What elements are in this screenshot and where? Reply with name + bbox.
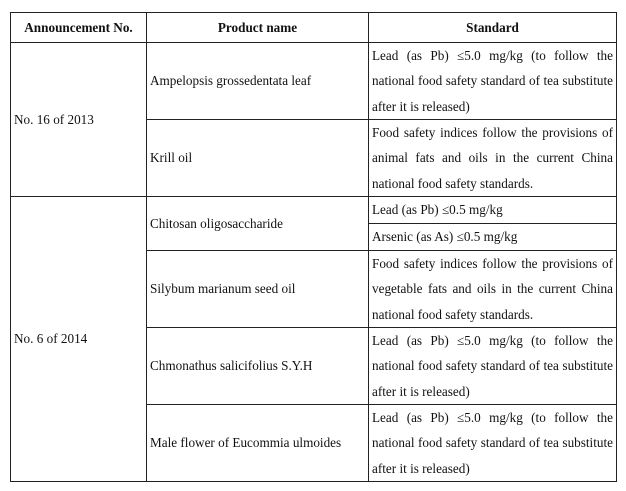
product-name-cell: Chmonathus salicifolius S.Y.H [147,328,369,405]
header-row [11,13,617,43]
table-row [11,43,617,120]
standard-cell: Lead (as Pb) ≤5.0 mg/kg (to follow the national food safety standard of tea substitute after it is released) [369,405,617,482]
product-name-cell: Male flower of Eucommia ulmoides [147,405,369,482]
header-standard: Standard [369,13,617,43]
product-name-cell: Krill oil [147,120,369,197]
table-row [11,197,617,224]
product-name-cell: Ampelopsis grossedentata leaf [147,43,369,120]
standard-cell: Arsenic (as As) ≤0.5 mg/kg [369,224,617,251]
standard-cell: Lead (as Pb) ≤5.0 mg/kg (to follow the national food safety standard of tea substitute after it is released) [369,328,617,405]
standard-cell: Food safety indices follow the provisions of vegetable fats and oils in the current China national food safety standards. [369,251,617,328]
product-name-cell: Chitosan oligosaccharide [147,197,369,251]
standard-cell: Lead (as Pb) ≤5.0 mg/kg (to follow the national food safety standard of tea substitute after it is released) [369,43,617,120]
announcement-cell: No. 16 of 2013 [11,43,147,197]
header-announcement-no: Announcement No. [11,13,147,43]
product-name-cell: Silybum marianum seed oil [147,251,369,328]
standards-table [10,12,617,482]
announcement-cell: No. 6 of 2014 [11,197,147,482]
standard-cell: Lead (as Pb) ≤0.5 mg/kg [369,197,617,224]
standard-cell: Food safety indices follow the provisions of animal fats and oils in the current China national food safety standards. [369,120,617,197]
header-product-name: Product name [147,13,369,43]
